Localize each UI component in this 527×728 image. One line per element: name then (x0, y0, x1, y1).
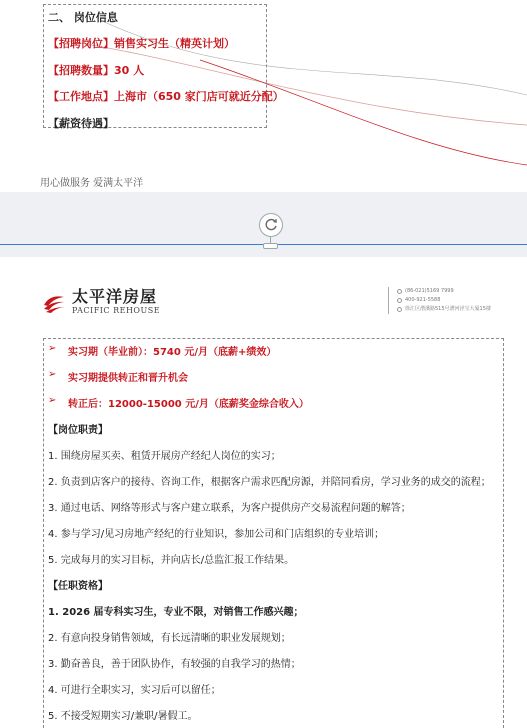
duty-item: 3. 通过电话、网络等形式与客户建立联系，为客户提供房产交易流程问题的解答； (48, 503, 411, 514)
bullet-regular-pay: 转正后：12000-15000 元/月（底薪奖金综合收入） (68, 399, 309, 410)
requirement-item: 2. 有意向投身销售领域，有长远清晰的职业发展规划； (48, 633, 291, 644)
logo-en-text: PACIFIC REHOUSE (72, 306, 161, 315)
bullet-intern-pay: 实习期（毕业前）：5740 元/月（底薪+绩效） (68, 347, 277, 358)
logo-cn-text: 太平洋房屋 (72, 287, 158, 306)
location-icon (397, 307, 402, 312)
requirement-item: 3. 勤奋善良，善于团队协作，有较强的自我学习的热情； (48, 659, 301, 670)
contact-address: 徐汇区漕溪路515号漕河泾宝大厦15楼 (397, 305, 491, 314)
duty-item: 1. 围绕房屋买卖、租赁开展房产经纪人岗位的实习； (48, 451, 281, 462)
requirement-item: 5. 不接受短期实习/兼职/暑假工。 (48, 711, 198, 722)
duty-item: 5. 完成每月的实习目标，并向店长/总监汇报工作结果。 (48, 555, 295, 566)
info-line-count: 【招聘数量】30 人 (48, 64, 145, 77)
requirement-highlight: 1. 2026 届专科实习生，专业不限，对销售工作感兴趣； (48, 607, 304, 618)
contact-hotline: 400-921-5588 (397, 296, 491, 305)
rotate-handle[interactable] (259, 213, 283, 237)
rotate-handle-base (263, 243, 278, 249)
duties-header: 【岗位职责】 (48, 425, 108, 436)
section-title: 二、 岗位信息 (48, 11, 118, 24)
footer-slogan: 用心做服务 爱满太平洋 (40, 178, 144, 189)
requirements-header: 【任职资格】 (48, 581, 108, 592)
arrow-bullet-icon: ➢ (48, 343, 57, 354)
requirement-item: 4. 可进行全职实习，实习后可以留任； (48, 685, 221, 696)
contact-info (388, 287, 491, 314)
phone-icon (397, 289, 402, 294)
info-line-position: 【招聘岗位】销售实习生（精英计划） (48, 37, 235, 50)
contact-phone: (86-021)5169 7999 (397, 287, 491, 296)
duty-item: 2. 负责到店客户的接待、咨询工作，根据客户需求匹配房源，并陪同看房，学习业务的成交的流程； (48, 477, 491, 488)
duty-item: 4. 参与学习/见习房地产经纪的行业知识，参加公司和门店组织的专业培训； (48, 529, 385, 540)
company-logo (42, 289, 160, 315)
arrow-bullet-icon: ➢ (48, 395, 57, 406)
hotline-icon (397, 298, 402, 303)
wave-logo-icon (42, 290, 66, 314)
arrow-bullet-icon: ➢ (48, 369, 57, 380)
document-page-2 (0, 257, 527, 728)
refresh-icon (263, 217, 279, 233)
info-line-location: 【工作地点】上海市（650 家门店可就近分配） (48, 90, 284, 103)
bullet-promotion: 实习期提供转正和晋升机会 (68, 373, 188, 384)
document-page-1 (0, 0, 527, 192)
salary-header: 【薪资待遇】 (48, 117, 114, 130)
